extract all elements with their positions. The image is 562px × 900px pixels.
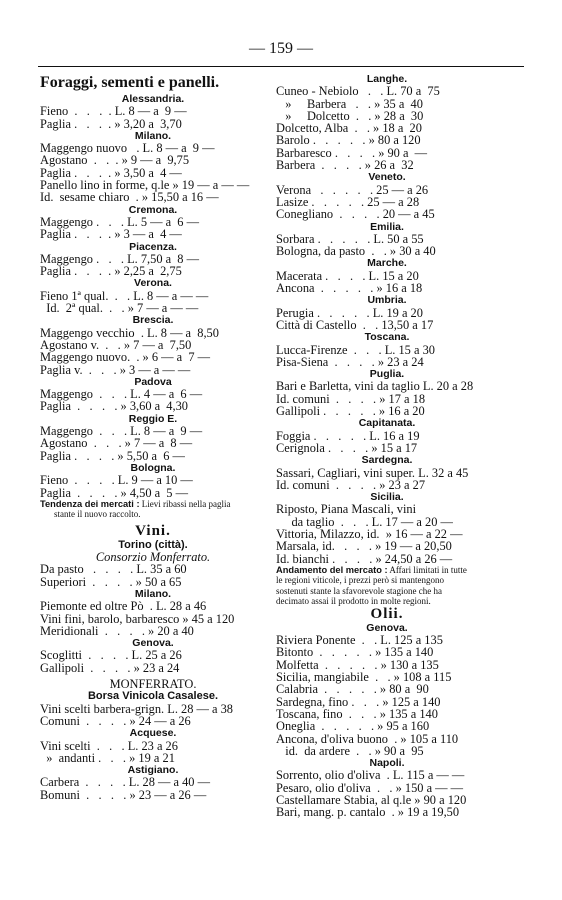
price-line: Maggengo vecchio . L. 8 — a 8,50	[40, 325, 219, 340]
city-heading: Milano.	[134, 587, 172, 600]
city-heading: Emilia.	[370, 220, 404, 233]
price-line: Pisa-Siena . . . . » 23 a 24	[276, 354, 424, 369]
price-line: Foggia . . . . . L. 16 a 19	[276, 428, 420, 443]
subheading-italic: Consorzio Monferrato.	[95, 550, 211, 565]
market-note: le regioni viticole, i prezzi però si mantengono	[276, 575, 444, 586]
subheading: Borsa Vinicola Casalese.	[87, 690, 219, 703]
city-heading: Langhe.	[366, 73, 408, 85]
price-line: Macerata . . . . L. 15 a 20	[276, 268, 419, 283]
price-line: Agostano . . . » 9 — a 9,75	[40, 153, 190, 168]
price-line: Bitonto . . . . . » 135 a 140	[276, 645, 434, 660]
city-heading: Alessandria.	[121, 93, 185, 105]
city-heading: Verona.	[134, 277, 172, 290]
price-line: Oneglia . . . . . » 95 a 160	[276, 719, 430, 734]
price-line: Castellamare Stabia, al q.le » 90 a 120	[276, 793, 467, 808]
price-line: Maggengo . . . L. 7,50 a 8 —	[40, 251, 199, 266]
price-line: Maggengo . . . L. 5 — a 6 —	[40, 214, 199, 229]
city-heading: Capitanata.	[358, 417, 416, 430]
section-title: Foraggi, sementi e panelli.	[40, 74, 220, 91]
city-heading: Reggio E.	[128, 412, 178, 425]
price-line: Id. sesame chiaro . » 15,50 a 16 —	[40, 190, 219, 205]
right-column	[276, 73, 498, 819]
price-line: Vini scelti barbera-grign. L. 28 — a 38	[40, 701, 233, 716]
price-line: Paglia . . . . » 3,20 a 3,70	[40, 116, 182, 131]
price-line: Agostano . . . » 7 — a 8 —	[40, 436, 193, 451]
price-line: Lucca-Firenze . . . L. 15 a 30	[276, 342, 435, 357]
price-line: Calabria . . . . . » 80 a 90	[276, 682, 429, 697]
price-line: Marsala, id. . . . » 19 — a 20,50	[276, 539, 452, 554]
subheading: Torino (città).	[118, 538, 188, 551]
price-line: Perugia . . . . . L. 19 a 20	[276, 305, 423, 320]
price-line: Cerignola . . . . » 15 a 17	[276, 440, 418, 455]
price-line: Superiori . . . . » 50 a 65	[40, 574, 182, 589]
price-line: Lasize . . . . . 25 — a 28	[276, 194, 420, 209]
price-line: Meridionali . . . . » 20 a 40	[40, 623, 194, 638]
price-line: Bari, mang. p. cantalo . » 19 a 19,50	[276, 805, 460, 820]
market-note: Andamento del mercato : Affari limitati in tutte	[276, 564, 467, 575]
section-title: Vini.	[135, 522, 171, 539]
price-line: Gallipoli . . . . » 23 a 24	[40, 660, 180, 675]
market-note: sostenuti stante la sfavorevole stagione che ha	[276, 585, 442, 596]
price-line: Pesaro, olio d'oliva . . » 150 a — —	[276, 780, 464, 795]
price-line: » Dolcetto . . » 28 a 30	[276, 108, 424, 123]
left-column	[40, 73, 266, 801]
price-line: Ancona, d'oliva buono . » 105 a 110	[276, 731, 459, 746]
price-line: Carbera . . . . L. 28 — a 40 —	[40, 775, 210, 790]
price-line: Maggengo nuovo . L. 8 — a 9 —	[40, 141, 215, 156]
price-line: » andanti . . . » 19 a 21	[40, 750, 175, 765]
price-line: Barolo . . . . . » 80 a 120	[276, 133, 421, 148]
price-line: Città di Castello . . 13,50 a 17	[276, 317, 434, 332]
price-line: Maggengo . . . L. 4 — a 6 —	[40, 387, 203, 402]
subheading: MONFERRATO.	[109, 677, 197, 692]
price-line: Piemonte ed oltre Pò . L. 28 a 46	[40, 599, 207, 614]
price-line: Maggengo nuovo. . » 6 — a 7 —	[40, 350, 211, 365]
price-line: Cuneo - Nebiolo . . L. 70 a 75	[276, 84, 440, 99]
price-line: Riviera Ponente . . L. 125 a 135	[276, 633, 443, 648]
city-heading: Piacenza.	[129, 240, 177, 253]
price-line: Sorbara . . . . . L. 50 a 55	[276, 231, 424, 246]
market-note: stante il nuovo raccolto.	[54, 509, 141, 520]
price-line: Id. 2ª qual. . . » 7 — a — —	[40, 301, 199, 316]
price-line: Vittoria, Milazzo, id. » 16 — a 22 —	[276, 526, 463, 541]
price-line: Bomuni . . . . » 23 — a 26 —	[40, 787, 207, 802]
city-heading: Padova	[134, 375, 172, 388]
city-heading: Toscana.	[364, 331, 410, 344]
price-line: Barbera . . . . » 26 a 32	[276, 158, 414, 173]
price-line: Dolcetto, Alba . . » 18 a 20	[276, 121, 422, 136]
price-line: Sardegna, fino . . . » 125 a 140	[276, 694, 441, 709]
market-note: decimato assai il prodotto in molte regioni.	[276, 596, 431, 607]
city-heading: Bologna.	[130, 461, 176, 474]
price-line: Conegliano . . . . 20 — a 45	[276, 207, 435, 222]
price-line: Sorrento, olio d'oliva . L. 115 a — —	[276, 768, 465, 783]
section-title: Olii.	[370, 605, 404, 622]
price-line: Paglia . . . . » 2,25 a 2,75	[40, 264, 182, 279]
city-heading: Sardegna.	[361, 454, 413, 467]
price-line: Verona . . . . . 25 — a 26	[276, 182, 429, 197]
price-line: Fieno 1ª qual. . . L. 8 — a — —	[40, 288, 209, 303]
city-heading: Milano.	[134, 129, 172, 142]
price-line: Fieno . . . . L. 9 — a 10 —	[40, 473, 193, 488]
note-label: Andamento del mercato :	[276, 564, 388, 575]
city-heading: Astigiano.	[127, 764, 179, 777]
price-line: Id. comuni . . . . » 23 a 27	[276, 477, 426, 492]
price-line: Molfetta . . . . . » 130 a 135	[276, 657, 439, 672]
price-line: Paglia . . . . » 4,50 a 5 —	[40, 485, 188, 500]
page-number: — 159 —	[249, 40, 313, 57]
price-line: Riposto, Piana Mascali, vini	[276, 502, 417, 517]
price-line: Panello lino in forme, q.le » 19 — a — —	[40, 178, 250, 193]
price-line: Paglia . . . . » 3,50 a 4 —	[40, 165, 182, 180]
price-line: id. da ardere . . » 90 a 95	[276, 743, 424, 758]
price-line: Sassari, Cagliari, vini super. L. 32 a 45	[276, 465, 469, 480]
price-line: Paglia . . . . » 3 — a 4 —	[40, 227, 182, 242]
price-line: Bologna, da pasto . . » 30 a 40	[276, 244, 436, 259]
city-heading: Acquese.	[129, 727, 177, 740]
price-line: Gallipoli . . . . . » 16 a 20	[276, 404, 425, 419]
city-heading: Genova.	[132, 637, 174, 650]
price-line: Toscana, fino . . . » 135 a 140	[276, 706, 438, 721]
market-note: Tendenza dei mercati : Lievi ribassi nella paglia	[40, 498, 231, 509]
price-line: Bari e Barletta, vini da taglio L. 20 a 28	[276, 379, 474, 394]
price-line: Vini fini, barolo, barbaresco » 45 a 120	[40, 611, 235, 626]
price-line: Id. bianchi . . . . » 24,50 a 26 —	[276, 551, 453, 566]
price-line: Ancona . . . . . » 16 a 18	[276, 281, 423, 296]
city-heading: Genova.	[366, 621, 408, 634]
city-heading: Veneto.	[368, 171, 406, 184]
price-line: Fieno . . . . L. 8 — a 9 —	[40, 104, 187, 119]
price-line: Maggengo . . . L. 8 — a 9 —	[40, 424, 203, 439]
price-line: Da pasto . . . . L. 35 a 60	[40, 562, 187, 577]
price-line: Agostano v. . . » 7 — a 7,50	[40, 337, 192, 352]
city-heading: Brescia.	[132, 314, 174, 327]
price-line: da taglio . . . L. 17 — a 20 —	[276, 514, 453, 529]
city-heading: Sicilia.	[370, 491, 404, 504]
header-rule	[38, 66, 524, 67]
price-line: Sicilia, mangiabile . . » 108 a 115	[276, 670, 452, 685]
price-line: Paglia . . . . » 3,60 a 4,30	[40, 399, 188, 414]
price-line: Scoglitti . . . . L. 25 a 26	[40, 648, 182, 663]
price-line: Paglia . . . . » 5,50 a 6 —	[40, 448, 185, 463]
price-line: Vini scelti . . . L. 23 a 26	[40, 738, 178, 753]
city-heading: Marche.	[367, 257, 407, 270]
city-heading: Napoli.	[369, 757, 405, 770]
price-line: Id. comuni . . . . » 17 a 18	[276, 391, 426, 406]
city-heading: Puglia.	[369, 368, 405, 381]
city-heading: Cremona.	[128, 203, 178, 216]
price-line: Comuni . . . . » 24 — a 26	[40, 713, 191, 728]
price-line: Barbaresco . . . . » 90 a —	[276, 145, 428, 160]
price-line: Paglia v. . . . » 3 — a — —	[40, 362, 191, 377]
note-label: Tendenza dei mercati :	[40, 498, 140, 509]
city-heading: Umbria.	[367, 294, 407, 307]
price-line: » Barbera . . » 35 a 40	[276, 96, 423, 111]
